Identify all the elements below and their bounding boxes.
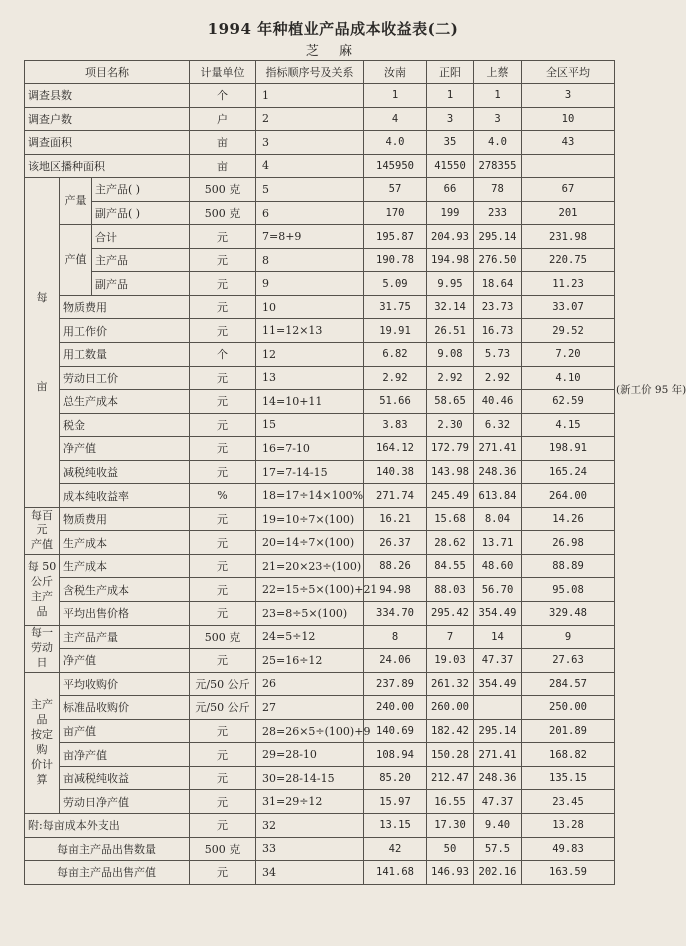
table-row (25, 602, 615, 626)
item-name: 税金 (60, 413, 190, 437)
table-row (25, 861, 615, 885)
value-shangcai: 47.37 (474, 790, 522, 814)
value-zhengyang: 16.55 (427, 790, 474, 814)
item-unit: 亩 (190, 154, 256, 178)
item-unit: 个 (190, 343, 256, 367)
item-name: 每亩主产品出售数量 (25, 837, 190, 861)
item-formula: 21=20×23÷(100) (256, 554, 364, 578)
item-formula: 14=10+11 (256, 390, 364, 414)
table-row (25, 837, 615, 861)
value-runan: 271.74 (364, 484, 427, 508)
item-name: 附:每亩成本外支出 (25, 813, 190, 837)
item-name: 生产成本 (60, 531, 190, 555)
value-shangcai: 1 (474, 84, 522, 108)
value-zhengyang: 28.62 (427, 531, 474, 555)
item-name: 亩减税纯收益 (60, 766, 190, 790)
group-label-price: 主产品 按定购 价计算 (25, 672, 60, 813)
table-title: 1994 年种植业产品成本收益表(二) (207, 20, 459, 38)
table-row (25, 790, 615, 814)
item-name: 用工作价 (60, 319, 190, 343)
item-name: 平均出售价格 (60, 602, 190, 626)
group-label-per_day: 每一 劳动日 (25, 625, 60, 672)
value-runan: 141.68 (364, 861, 427, 885)
item-formula: 31=29÷12 (256, 790, 364, 814)
value-average: 11.23 (522, 272, 615, 296)
value-zhengyang: 84.55 (427, 554, 474, 578)
item-name: 净产值 (60, 649, 190, 673)
item-unit: 户 (190, 107, 256, 131)
item-unit: 元 (190, 554, 256, 578)
value-shangcai: 40.46 (474, 390, 522, 414)
value-average: 231.98 (522, 225, 615, 249)
item-name: 亩净产值 (60, 743, 190, 767)
header-runan: 汝南 (364, 61, 427, 84)
value-zhengyang: 58.65 (427, 390, 474, 414)
value-average: 264.00 (522, 484, 615, 508)
value-average: 88.89 (522, 554, 615, 578)
item-name: 副产品( ) (92, 201, 190, 225)
value-runan: 3.83 (364, 413, 427, 437)
item-formula: 15 (256, 413, 364, 437)
value-average: 4.10 (522, 366, 615, 390)
value-shangcai: 248.36 (474, 766, 522, 790)
table-row (25, 343, 615, 367)
item-formula: 20=14÷7×(100) (256, 531, 364, 555)
item-unit: 元 (190, 531, 256, 555)
value-runan: 108.94 (364, 743, 427, 767)
group-label-chanliang: 产量 (60, 178, 92, 225)
value-zhengyang: 35 (427, 131, 474, 155)
value-runan: 31.75 (364, 295, 427, 319)
value-shangcai: 354.49 (474, 602, 522, 626)
value-average: 95.08 (522, 578, 615, 602)
value-shangcai: 295.14 (474, 719, 522, 743)
value-shangcai: 56.70 (474, 578, 522, 602)
value-shangcai: 354.49 (474, 672, 522, 696)
item-formula: 32 (256, 813, 364, 837)
value-average: 29.52 (522, 319, 615, 343)
value-runan: 2.92 (364, 366, 427, 390)
value-runan: 190.78 (364, 248, 427, 272)
value-average: 33.07 (522, 295, 615, 319)
item-formula: 6 (256, 201, 364, 225)
item-name: 调查面积 (25, 131, 190, 155)
value-average: 135.15 (522, 766, 615, 790)
value-zhengyang: 150.28 (427, 743, 474, 767)
item-unit: 元 (190, 366, 256, 390)
table-row (25, 696, 615, 720)
item-name: 调查县数 (25, 84, 190, 108)
item-unit: 元 (190, 813, 256, 837)
table-row (25, 201, 615, 225)
item-unit: 元 (190, 295, 256, 319)
value-shangcai: 613.84 (474, 484, 522, 508)
value-runan: 145950 (364, 154, 427, 178)
value-average: 14.26 (522, 507, 615, 531)
value-shangcai: 5.73 (474, 343, 522, 367)
value-average: 250.00 (522, 696, 615, 720)
item-formula: 26 (256, 672, 364, 696)
item-unit: 元 (190, 719, 256, 743)
table-row (25, 531, 615, 555)
value-zhengyang: 172.79 (427, 437, 474, 461)
value-runan: 140.38 (364, 460, 427, 484)
value-zhengyang: 15.68 (427, 507, 474, 531)
item-formula: 23=8÷5×(100) (256, 602, 364, 626)
group-label-per_100: 每百元 产值 (25, 507, 60, 554)
value-shangcai: 47.37 (474, 649, 522, 673)
value-zhengyang: 3 (427, 107, 474, 131)
item-unit: 元 (190, 390, 256, 414)
value-shangcai: 4.0 (474, 131, 522, 155)
value-average: 163.59 (522, 861, 615, 885)
item-formula: 2 (256, 107, 364, 131)
value-average: 10 (522, 107, 615, 131)
value-average: 201.89 (522, 719, 615, 743)
item-formula: 7=8+9 (256, 225, 364, 249)
item-name: 亩产值 (60, 719, 190, 743)
value-zhengyang: 26.51 (427, 319, 474, 343)
value-shangcai (474, 696, 522, 720)
item-formula: 3 (256, 131, 364, 155)
value-runan: 85.20 (364, 766, 427, 790)
value-average: 3 (522, 84, 615, 108)
value-zhengyang: 2.30 (427, 413, 474, 437)
item-formula: 19=10÷7×(100) (256, 507, 364, 531)
value-zhengyang: 9.08 (427, 343, 474, 367)
value-runan: 94.98 (364, 578, 427, 602)
value-zhengyang: 1 (427, 84, 474, 108)
value-shangcai: 233 (474, 201, 522, 225)
value-average: 198.91 (522, 437, 615, 461)
group-label-per_mu: 每 亩 (25, 178, 60, 508)
item-name: 净产值 (60, 437, 190, 461)
item-name: 生产成本 (60, 554, 190, 578)
item-formula: 4 (256, 154, 364, 178)
value-average: 13.28 (522, 813, 615, 837)
item-name: 减税纯收益 (60, 460, 190, 484)
item-name: 物质费用 (60, 295, 190, 319)
item-formula: 30=28-14-15 (256, 766, 364, 790)
header-item-name: 项目名称 (25, 61, 190, 84)
item-unit: 元 (190, 460, 256, 484)
item-name: 主产品产量 (60, 625, 190, 649)
value-average: 4.15 (522, 413, 615, 437)
table-row (25, 248, 615, 272)
value-shangcai: 57.5 (474, 837, 522, 861)
header-row (25, 61, 615, 84)
value-runan: 240.00 (364, 696, 427, 720)
value-runan: 13.15 (364, 813, 427, 837)
value-shangcai: 23.73 (474, 295, 522, 319)
value-shangcai: 48.60 (474, 554, 522, 578)
table-row (25, 84, 615, 108)
item-formula: 18=17÷14×100% (256, 484, 364, 508)
value-runan: 237.89 (364, 672, 427, 696)
value-average: 220.75 (522, 248, 615, 272)
item-formula: 22=15÷5×(100)+21 (256, 578, 364, 602)
item-name: 劳动日工价 (60, 366, 190, 390)
value-zhengyang: 50 (427, 837, 474, 861)
value-shangcai: 271.41 (474, 743, 522, 767)
value-runan: 164.12 (364, 437, 427, 461)
table-row (25, 460, 615, 484)
item-name: 用工数量 (60, 343, 190, 367)
value-shangcai: 3 (474, 107, 522, 131)
value-shangcai: 16.73 (474, 319, 522, 343)
value-runan: 16.21 (364, 507, 427, 531)
item-unit: 元 (190, 319, 256, 343)
item-unit: 500 克 (190, 178, 256, 202)
value-runan: 88.26 (364, 554, 427, 578)
header-unit: 计量单位 (190, 61, 256, 84)
value-runan: 26.37 (364, 531, 427, 555)
item-unit: 元 (190, 578, 256, 602)
value-runan: 170 (364, 201, 427, 225)
value-shangcai: 8.04 (474, 507, 522, 531)
item-unit: 500 克 (190, 837, 256, 861)
value-runan: 57 (364, 178, 427, 202)
value-shangcai: 295.14 (474, 225, 522, 249)
header-formula: 指标顺序号及关系 (256, 61, 364, 84)
item-unit: 500 克 (190, 201, 256, 225)
value-runan: 4 (364, 107, 427, 131)
item-name: 标准品收购价 (60, 696, 190, 720)
value-average: 168.82 (522, 743, 615, 767)
group-label-chanzhi: 产值 (60, 225, 92, 296)
value-runan: 42 (364, 837, 427, 861)
item-name: 主产品 (92, 248, 190, 272)
item-formula: 5 (256, 178, 364, 202)
item-formula: 16=7-10 (256, 437, 364, 461)
item-unit: 亩 (190, 131, 256, 155)
item-unit: 元/50 公斤 (190, 672, 256, 696)
table-row (25, 766, 615, 790)
table-subtitle: 芝 麻 (305, 44, 361, 59)
item-name: 该地区播种面积 (25, 154, 190, 178)
value-shangcai: 6.32 (474, 413, 522, 437)
item-name: 平均收购价 (60, 672, 190, 696)
item-unit: 元/50 公斤 (190, 696, 256, 720)
value-runan: 51.66 (364, 390, 427, 414)
value-zhengyang: 88.03 (427, 578, 474, 602)
item-name: 每亩主产品出售产值 (25, 861, 190, 885)
value-average: 165.24 (522, 460, 615, 484)
value-zhengyang: 41550 (427, 154, 474, 178)
value-zhengyang: 295.42 (427, 602, 474, 626)
value-zhengyang: 245.49 (427, 484, 474, 508)
value-shangcai: 276.50 (474, 248, 522, 272)
table-row (25, 625, 615, 649)
table-row (25, 131, 615, 155)
item-formula: 28=26×5÷(100)+9 (256, 719, 364, 743)
item-unit: 元 (190, 225, 256, 249)
value-shangcai: 271.41 (474, 437, 522, 461)
table-row (25, 178, 615, 202)
value-average: 27.63 (522, 649, 615, 673)
header-average: 全区平均 (522, 61, 615, 84)
item-formula: 1 (256, 84, 364, 108)
value-runan: 140.69 (364, 719, 427, 743)
item-unit: 元 (190, 272, 256, 296)
table-row (25, 649, 615, 673)
value-shangcai: 202.16 (474, 861, 522, 885)
item-name: 合计 (92, 225, 190, 249)
value-zhengyang: 212.47 (427, 766, 474, 790)
table-row (25, 743, 615, 767)
value-average: 329.48 (522, 602, 615, 626)
item-unit: 元 (190, 861, 256, 885)
table-row (25, 107, 615, 131)
item-unit: 个 (190, 84, 256, 108)
value-average: 23.45 (522, 790, 615, 814)
value-average: 9 (522, 625, 615, 649)
item-unit: 元 (190, 248, 256, 272)
item-name: 副产品 (92, 272, 190, 296)
value-zhengyang: 9.95 (427, 272, 474, 296)
value-zhengyang: 19.03 (427, 649, 474, 673)
value-average: 7.20 (522, 343, 615, 367)
item-unit: 元 (190, 437, 256, 461)
table-row (25, 413, 615, 437)
value-zhengyang: 2.92 (427, 366, 474, 390)
table-row (25, 437, 615, 461)
value-zhengyang: 17.30 (427, 813, 474, 837)
value-shangcai: 78 (474, 178, 522, 202)
item-unit: 500 克 (190, 625, 256, 649)
table-row (25, 366, 615, 390)
item-formula: 34 (256, 861, 364, 885)
item-formula: 27 (256, 696, 364, 720)
value-runan: 8 (364, 625, 427, 649)
table-row (25, 484, 615, 508)
header-zhengyang: 正阳 (427, 61, 474, 84)
value-shangcai: 278355 (474, 154, 522, 178)
item-unit: 元 (190, 507, 256, 531)
value-zhengyang: 143.98 (427, 460, 474, 484)
item-formula: 13 (256, 366, 364, 390)
value-runan: 6.82 (364, 343, 427, 367)
value-shangcai: 9.40 (474, 813, 522, 837)
value-zhengyang: 182.42 (427, 719, 474, 743)
table-row (25, 319, 615, 343)
item-unit: 元 (190, 602, 256, 626)
wage-note: (新工价 95 年) (616, 384, 686, 396)
item-formula: 9 (256, 272, 364, 296)
value-average: 201 (522, 201, 615, 225)
value-runan: 1 (364, 84, 427, 108)
item-formula: 11=12×13 (256, 319, 364, 343)
value-runan: 195.87 (364, 225, 427, 249)
item-unit: 元 (190, 766, 256, 790)
value-shangcai: 18.64 (474, 272, 522, 296)
table-row (25, 272, 615, 296)
value-average: 67 (522, 178, 615, 202)
cost-benefit-table (24, 60, 615, 885)
value-shangcai: 13.71 (474, 531, 522, 555)
value-shangcai: 248.36 (474, 460, 522, 484)
value-zhengyang: 204.93 (427, 225, 474, 249)
table-row (25, 507, 615, 531)
item-name: 劳动日净产值 (60, 790, 190, 814)
value-average: 43 (522, 131, 615, 155)
value-runan: 24.06 (364, 649, 427, 673)
table-row (25, 295, 615, 319)
item-name: 物质费用 (60, 507, 190, 531)
item-formula: 12 (256, 343, 364, 367)
item-name: 含税生产成本 (60, 578, 190, 602)
value-zhengyang: 66 (427, 178, 474, 202)
value-shangcai: 14 (474, 625, 522, 649)
item-formula: 25=16÷12 (256, 649, 364, 673)
value-zhengyang: 194.98 (427, 248, 474, 272)
value-runan: 19.91 (364, 319, 427, 343)
value-zhengyang: 146.93 (427, 861, 474, 885)
value-average (522, 154, 615, 178)
value-runan: 15.97 (364, 790, 427, 814)
table-row (25, 719, 615, 743)
header-shangcai: 上蔡 (474, 61, 522, 84)
item-formula: 17=7-14-15 (256, 460, 364, 484)
value-average: 26.98 (522, 531, 615, 555)
value-zhengyang: 261.32 (427, 672, 474, 696)
value-runan: 5.09 (364, 272, 427, 296)
value-zhengyang: 260.00 (427, 696, 474, 720)
item-name: 调查户数 (25, 107, 190, 131)
item-formula: 24=5÷12 (256, 625, 364, 649)
table-row (25, 578, 615, 602)
value-zhengyang: 7 (427, 625, 474, 649)
item-name: 总生产成本 (60, 390, 190, 414)
item-unit: 元 (190, 790, 256, 814)
value-runan: 4.0 (364, 131, 427, 155)
table-row (25, 154, 615, 178)
table-row (25, 813, 615, 837)
value-zhengyang: 199 (427, 201, 474, 225)
value-shangcai: 2.92 (474, 366, 522, 390)
value-zhengyang: 32.14 (427, 295, 474, 319)
value-average: 284.57 (522, 672, 615, 696)
item-unit: % (190, 484, 256, 508)
item-unit: 元 (190, 413, 256, 437)
item-name: 主产品( ) (92, 178, 190, 202)
item-formula: 33 (256, 837, 364, 861)
table-row (25, 672, 615, 696)
value-average: 62.59 (522, 390, 615, 414)
value-average: 49.83 (522, 837, 615, 861)
item-unit: 元 (190, 743, 256, 767)
table-row (25, 390, 615, 414)
item-formula: 8 (256, 248, 364, 272)
item-formula: 29=28-10 (256, 743, 364, 767)
value-runan: 334.70 (364, 602, 427, 626)
item-unit: 元 (190, 649, 256, 673)
item-name: 成本纯收益率 (60, 484, 190, 508)
group-label-per_50: 每 50 公斤 主产品 (25, 554, 60, 625)
item-formula: 10 (256, 295, 364, 319)
table-row (25, 225, 615, 249)
table-row (25, 554, 615, 578)
